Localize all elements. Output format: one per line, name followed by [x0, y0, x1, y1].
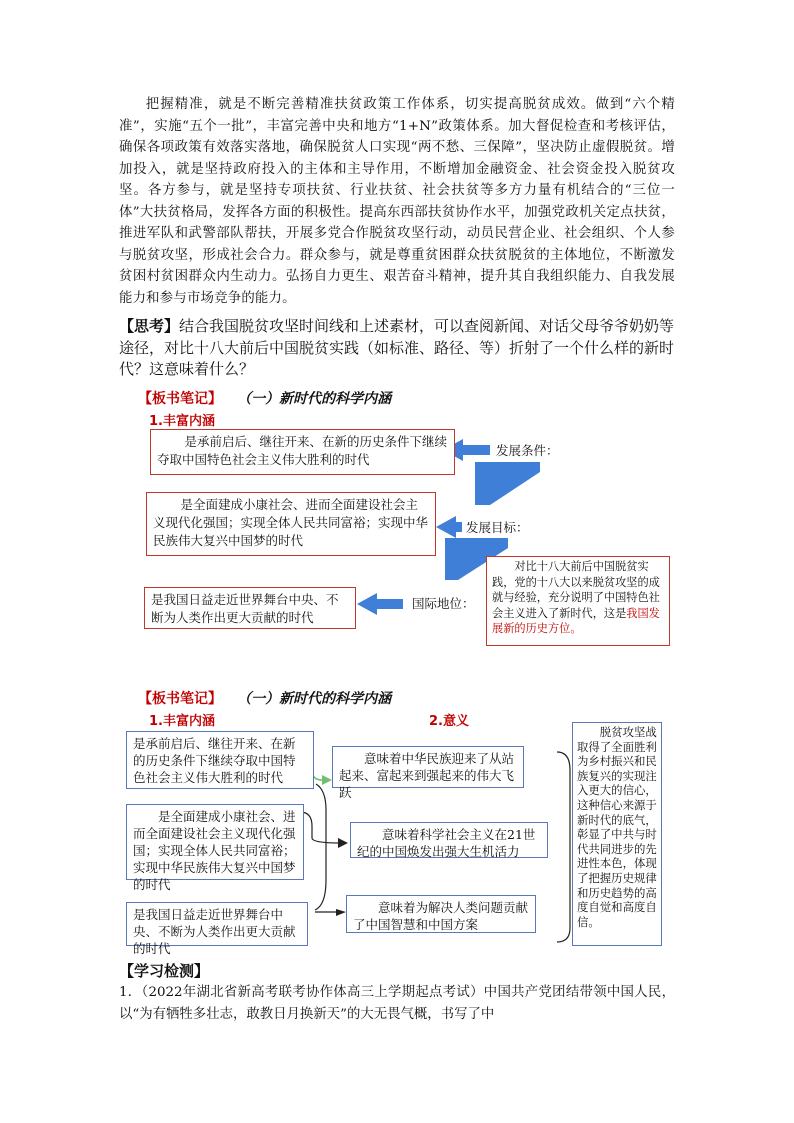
board1-title: （一）新时代的科学内涵: [237, 391, 392, 407]
connector-4: [315, 880, 326, 910]
board1-box3: 是我国日益走近世界舞台中央、不断为人类作出更大贡献的时代: [144, 587, 356, 629]
board1-sub: 1.丰富内涵: [149, 414, 215, 429]
label-intl-status: 国际地位：: [412, 596, 475, 611]
label-dev-condition: 发展条件：: [496, 443, 559, 458]
connector-2: [316, 784, 326, 880]
board2-left2: 是全面建成小康社会、进而全面建设社会主义现代化强国；实现全体人民共同富裕；实现中华民族伟大复兴中国梦的时代: [126, 804, 304, 880]
top-paragraph: 把握精准，就是不断完善精准扶贫政策工作体系，切实提高脱贫成效。做到“六个精准”，实施“五个一批”，丰富完善中央和地方“1+N”政策体系。加大督促检查和考核评估，确保各项政策有效落实落地，确保脱贫人口实现“两不愁、三保障”，坚决防止虚假脱贫。增加投入，就是坚持政府投入的主体和主导作用，不断增加金融资金、社会资金投入脱贫攻坚。各方参与，就是坚持专项扶贫、行业扶贫、社会扶贫等多方力量有机结合的“三位一体”大扶贫格局，发挥各方面的积极性。提高东西部扶贫协作水平，加强党政机关定点扶贫，推进军队和武警部队帮扶，开展多党合作脱贫攻坚行动，动员民营企业、社会组织、个人参与脱贫攻坚，形成社会合力。群众参与，就是尊重贫困群众扶贫脱贫的主体地位，不断激发贫困村贫困群众内生动力。弘扬自力更生、艰苦奋斗精神，提升其自我组织能力、自我发展能力和参与市场竞争的能力。: [119, 97, 675, 306]
board2-left1: 是承前启后、继往开来、在新的历史条件下继续夺取中国特色社会主义伟大胜利的时代: [126, 731, 314, 789]
board2-tag: 【板书笔记】: [138, 691, 222, 707]
board2-title: （一）新时代的科学内涵: [237, 691, 392, 707]
board1-note-red: 我国发展新的历史方位。: [492, 606, 660, 635]
question-1: 1．（2022年湖北省新高考联考协作体高三上学期起点考试）中国共产党团结带领中国人民，以“为有牺牲多壮志，敢教日月换新天”的大无畏气概，书写了中: [119, 985, 675, 1022]
board2-sub2: 2.意义: [429, 714, 469, 729]
board1-box1: 是承前启后、继往开来、在新的历史条件下继续夺取中国特色社会主义伟大胜利的时代: [150, 429, 455, 475]
board2-mid1: 意味着中华民族迎来了从站起来、富起来到强起来的伟大飞跃: [332, 746, 524, 788]
section-heading: 【学习检测】: [119, 962, 210, 980]
board2-right: 脱贫攻坚战取得了全面胜利为乡村振兴和民族复兴的实现注入更大的信心，这种信心来源于新时代的底气，彰显了中共与时代共同进步的先进性本色，体现了把握历史规律和历史趋势的高度自觉和高度自信。: [572, 722, 662, 946]
think-tag: 【思考】: [119, 317, 180, 335]
label-dev-goal: 发展目标：: [466, 520, 529, 535]
board2-left3: 是我国日益走近世界舞台中央、不断为人类作出更大贡献的时代: [126, 902, 308, 946]
board1-note-black: 对比十八大前后中国脱贫实践，党的十八大以来脱贫攻坚的成就与经验，充分说明了中国特色社会主义进入了新时代，这是: [492, 560, 660, 620]
think-text: 结合我国脱贫攻坚时间线和上述素材，可以查阅新闻、对话父母爷爷奶奶等途径，对比十八大前后中国脱贫实践（如标准、路径、等）折射了一个什么样的新时代？这意味着什么？: [119, 317, 675, 378]
board2-mid2: 意味着科学社会主义在21世纪的中国焕发出强大生机活力: [350, 822, 548, 858]
connector-right: [557, 752, 570, 942]
board1-box2: 是全面建成小康社会、进而全面建设社会主义现代化强国；实现全体人民共同富裕；实现中华民族伟大复兴中国梦的时代: [146, 492, 436, 556]
connector-3: [300, 812, 340, 843]
board1-tag: 【板书笔记】: [138, 391, 222, 407]
board2-mid3: 意味着为解决人类问题贡献了中国智慧和中国方案: [346, 895, 536, 933]
board2-sub1: 1.丰富内涵: [149, 714, 215, 729]
